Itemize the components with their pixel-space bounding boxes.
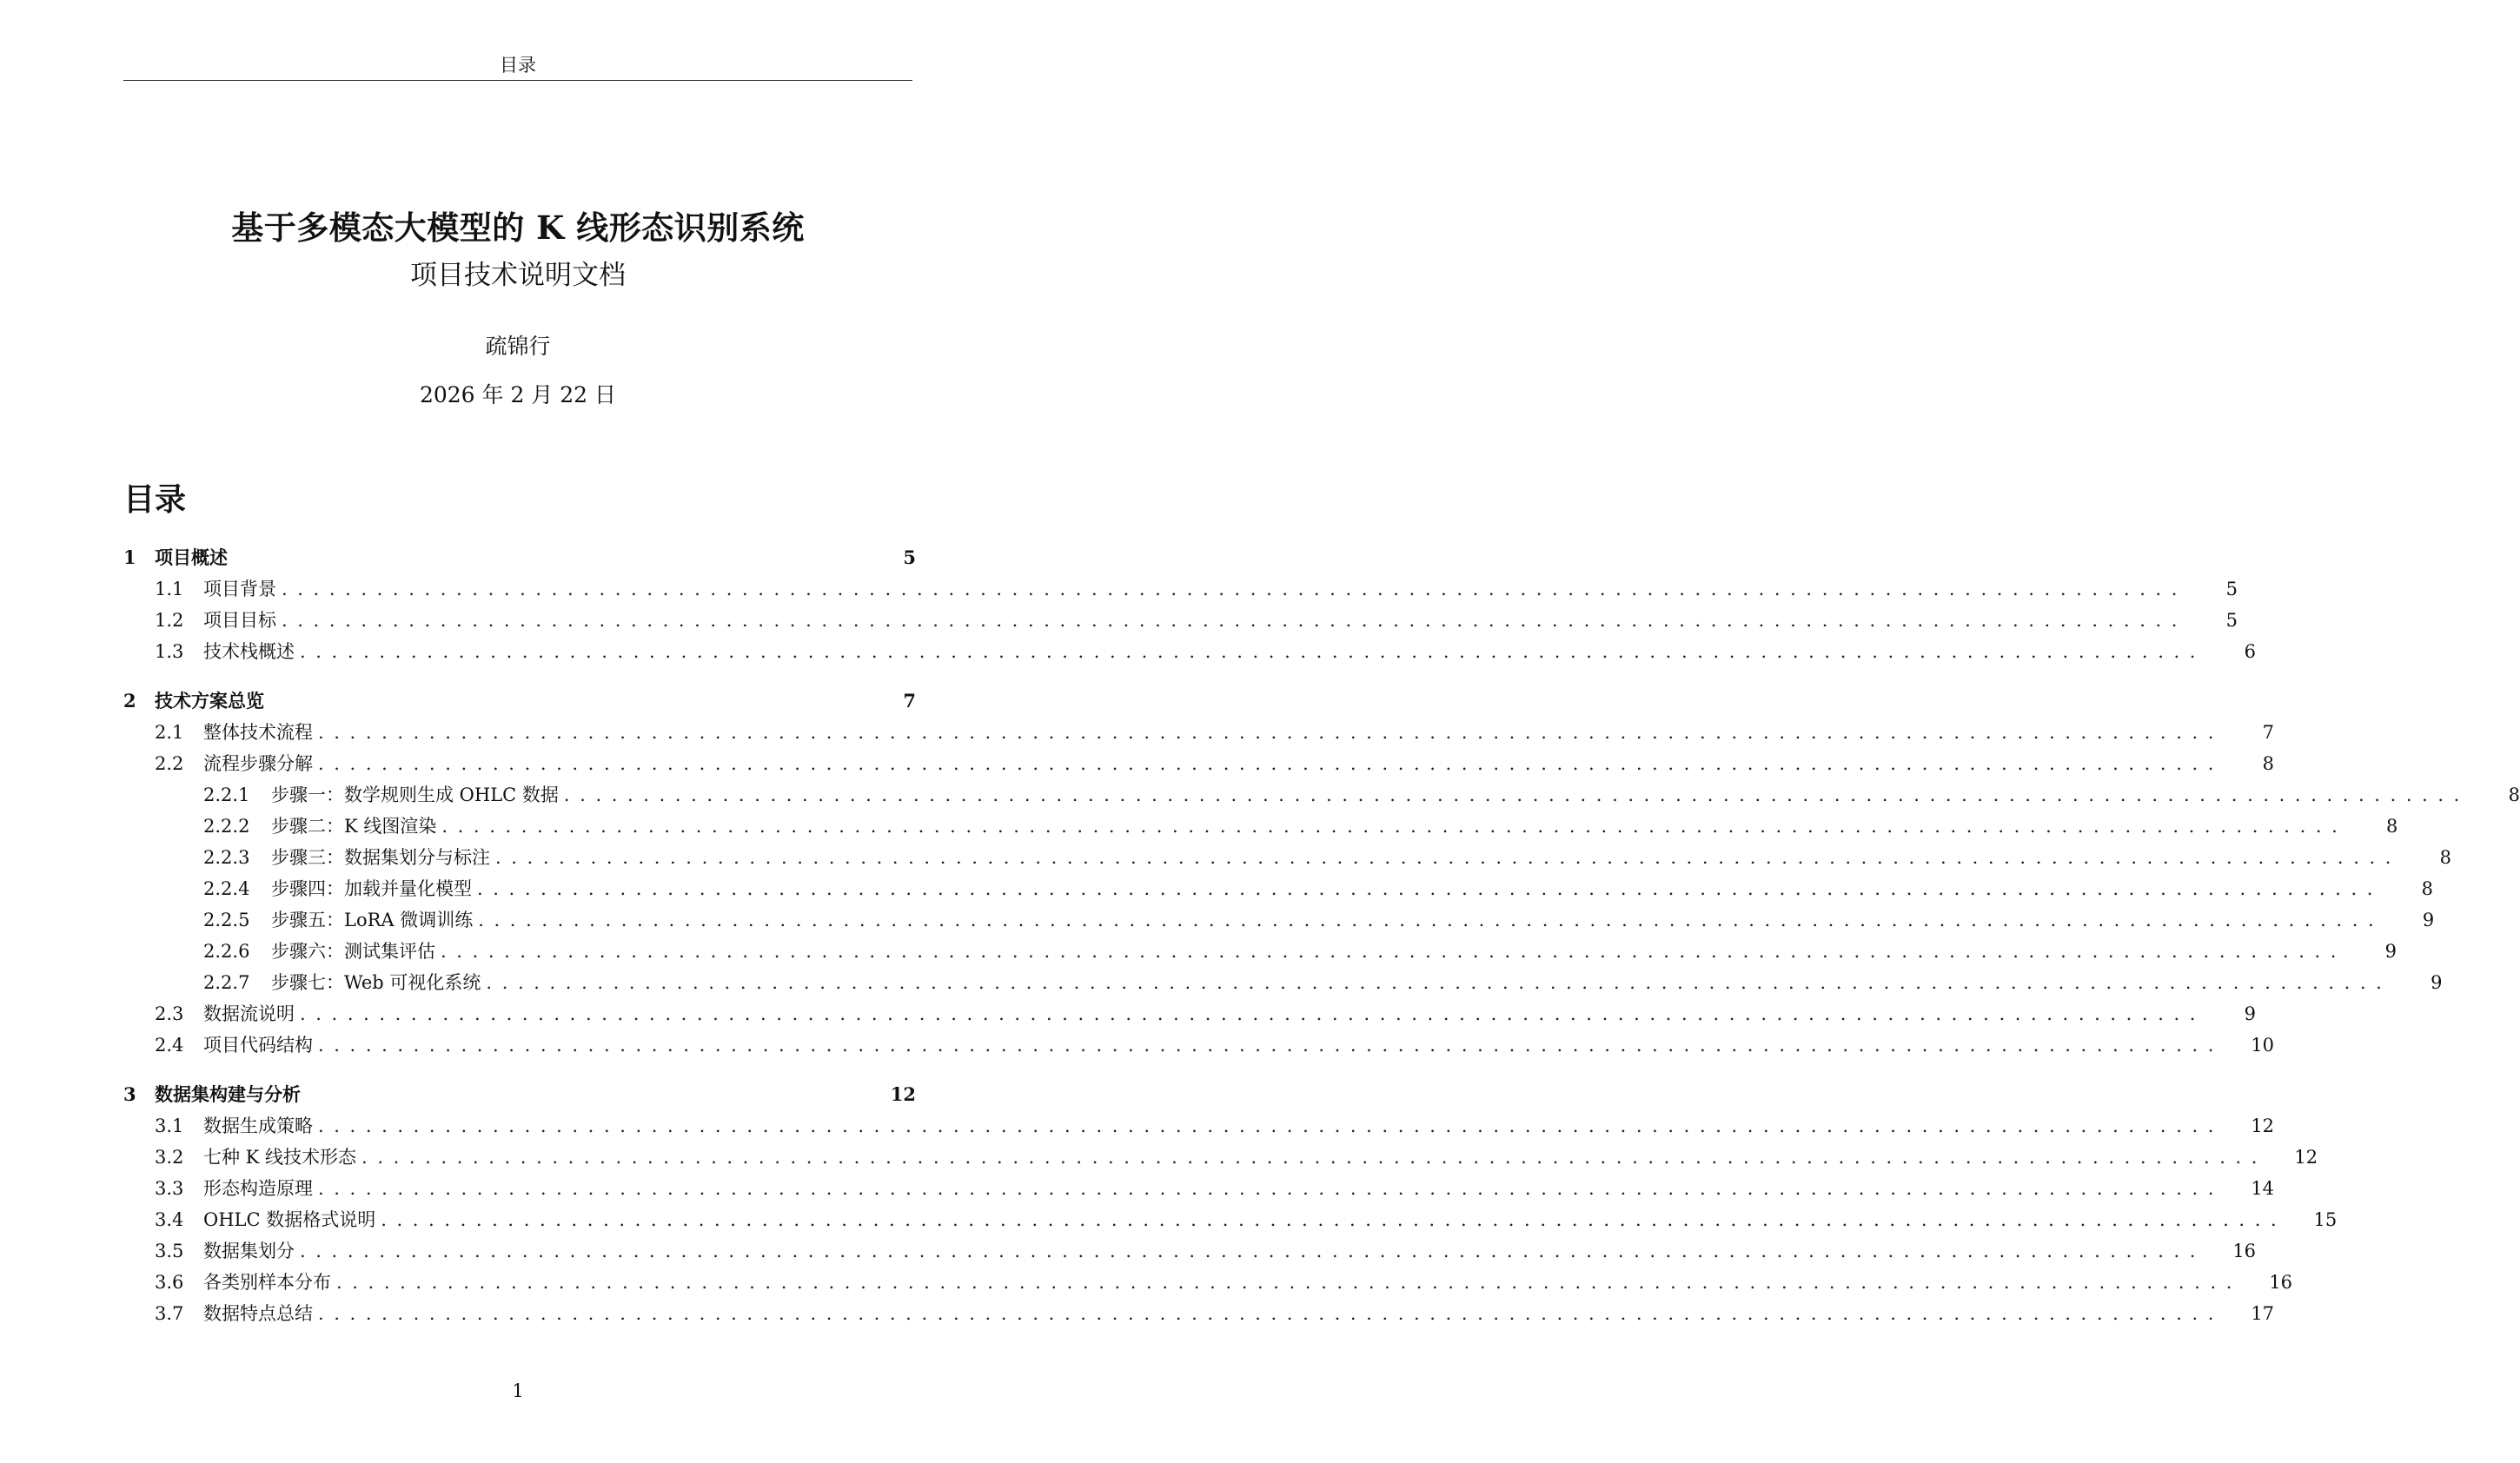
toc-entry-number: 2.2.7 <box>203 972 250 993</box>
toc-dot-leader: ........................................................................................................................ <box>318 1178 2225 1199</box>
toc-section <box>123 1079 2338 1329</box>
toc-entry-number: 3.4 <box>155 1209 184 1230</box>
toc-entry-number: 3.7 <box>155 1303 184 1324</box>
toc-dot-leader: ........................................................................................................................ <box>381 1209 2287 1230</box>
toc-entry-page: 9 <box>2384 941 2397 962</box>
toc-subsubsection-row[interactable] <box>123 967 2443 998</box>
toc-entry-number: 3 <box>123 1083 136 1105</box>
toc-subsection-row[interactable] <box>123 1204 2338 1235</box>
toc-entry-page: 15 <box>2313 1209 2338 1230</box>
toc-entry-number: 2.1 <box>155 722 184 743</box>
toc-section <box>123 542 2257 667</box>
toc-entry-page: 16 <box>2269 1272 2293 1293</box>
toc-subsection-row[interactable] <box>123 1298 2275 1329</box>
toc-entry-title: 数据集构建与分析 <box>155 1083 301 1105</box>
toc-heading: 目录 <box>123 481 187 518</box>
toc-entry-page: 8 <box>2508 784 2520 805</box>
toc-entry-page: 8 <box>2262 753 2275 774</box>
toc-entry-page: 12 <box>2251 1115 2275 1136</box>
toc-subsection-row[interactable] <box>123 717 2275 748</box>
toc-subsubsection-row[interactable] <box>123 811 2398 842</box>
toc-entry-page: 10 <box>2251 1035 2275 1056</box>
toc-entry-number: 2.3 <box>155 1003 184 1024</box>
toc-entry-title: 数据集划分 <box>203 1241 295 1261</box>
toc-entry-title: 步骤四：加载并量化模型 <box>271 878 472 899</box>
toc-entry-title: 技术栈概述 <box>203 641 295 662</box>
toc-dot-leader: ........................................................................................................................ <box>495 847 2402 868</box>
toc-dot-leader: ........................................................................................................................ <box>361 1147 2268 1168</box>
toc-entry-page: 9 <box>2430 972 2443 993</box>
toc-entry-title: 项目背景 <box>203 579 276 599</box>
toc-entry-page: 9 <box>2422 910 2435 930</box>
toc-section-row[interactable] <box>123 685 916 717</box>
toc-entry-page: 14 <box>2251 1178 2275 1199</box>
toc-entry-page: 8 <box>2439 847 2452 868</box>
toc-dot-leader: ........................................................................................................................ <box>486 972 2392 993</box>
toc-subsubsection-row[interactable] <box>123 873 2434 904</box>
toc-dot-leader: ........................................................................................................................ <box>563 784 2470 805</box>
title-block <box>123 205 912 410</box>
toc-subsubsection-row[interactable] <box>123 904 2435 936</box>
toc-entry-number: 3.6 <box>155 1272 184 1293</box>
toc-subsection-row[interactable] <box>123 1173 2275 1204</box>
toc-subsection-row[interactable] <box>123 636 2257 667</box>
toc-dot-leader: ........................................................................................................................ <box>336 1272 2243 1293</box>
toc-entry-page: 12 <box>890 1083 916 1105</box>
document-date: 2026 年 2 月 22 日 <box>419 382 617 407</box>
toc-dot-leader: ........................................................................................................................ <box>478 910 2384 930</box>
toc-subsection-row[interactable] <box>123 605 2238 636</box>
toc-subsection-row[interactable] <box>123 573 2238 605</box>
toc-section-row[interactable] <box>123 542 916 573</box>
toc-entry-title: OHLC 数据格式说明 <box>203 1209 376 1230</box>
toc-dot-leader: ........................................................................................................................ <box>300 1241 2206 1261</box>
toc-section <box>123 685 2520 1061</box>
toc-entry-title: 步骤七：Web 可视化系统 <box>271 972 481 993</box>
toc-dot-leader: ........................................................................................................................ <box>300 1003 2206 1024</box>
toc-dot-leader: ........................................................................................................................ <box>318 1035 2225 1056</box>
toc-dot-leader: ........................................................................................................................ <box>318 722 2225 743</box>
toc-entry-page: 5 <box>903 546 916 568</box>
toc-subsubsection-row[interactable] <box>123 779 2520 811</box>
toc-subsection-row[interactable] <box>123 998 2257 1029</box>
toc-entry-number: 3.1 <box>155 1115 184 1136</box>
toc-entry-title: 项目概述 <box>155 546 228 568</box>
page-number: 1 <box>512 1380 524 1401</box>
toc-entry-page: 5 <box>2225 579 2238 599</box>
toc-dot-leader: ........................................................................................................................ <box>282 610 2188 631</box>
toc-entry-page: 7 <box>2262 722 2275 743</box>
toc-entry-number: 2.2.1 <box>203 784 250 805</box>
header-rule <box>123 80 912 81</box>
document-author: 疏锦行 <box>485 334 551 359</box>
toc-entry-number: 2 <box>123 690 136 712</box>
toc-subsection-row[interactable] <box>123 1029 2275 1061</box>
toc-dot-leader: ........................................................................................................................ <box>318 753 2225 774</box>
toc-entry-number: 2.2.2 <box>203 816 250 837</box>
toc-subsection-row[interactable] <box>123 1267 2293 1298</box>
toc-entry-number: 2.2.4 <box>203 878 250 899</box>
toc-entry-title: 形态构造原理 <box>203 1178 313 1199</box>
toc-entry-number: 1.2 <box>155 610 184 631</box>
toc-entry-number: 3.3 <box>155 1178 184 1199</box>
toc-entry-number: 3.5 <box>155 1241 184 1261</box>
toc-entry-number: 1.3 <box>155 641 184 662</box>
toc-entry-title: 步骤六：测试集评估 <box>271 941 435 962</box>
toc-entry-title: 各类别样本分布 <box>203 1272 331 1293</box>
toc-dot-leader: ........................................................................................................................ <box>318 1115 2225 1136</box>
toc-entry-page: 8 <box>2386 816 2398 837</box>
toc-entry-title: 整体技术流程 <box>203 722 313 743</box>
toc-section-row[interactable] <box>123 1079 916 1110</box>
toc-entry-number: 2.4 <box>155 1035 184 1056</box>
toc-entry-title: 项目目标 <box>203 610 276 631</box>
toc-entry-number: 1.1 <box>155 579 184 599</box>
document-subtitle: 项目技术说明文档 <box>410 260 626 291</box>
toc-entry-number: 2.2.6 <box>203 941 250 962</box>
toc-dot-leader: ........................................................................................................................ <box>441 941 2347 962</box>
toc-subsection-row[interactable] <box>123 1142 2318 1173</box>
toc-entry-page: 6 <box>2244 641 2257 662</box>
toc-entry-title: 数据流说明 <box>203 1003 295 1024</box>
toc-entry-title: 项目代码结构 <box>203 1035 313 1056</box>
toc-entry-page: 17 <box>2251 1303 2275 1324</box>
toc-entry-title: 步骤一：数学规则生成 OHLC 数据 <box>271 784 559 805</box>
toc-dot-leader: ........................................................................................................................ <box>441 816 2348 837</box>
toc-entry-page: 8 <box>2421 878 2434 899</box>
toc-entry-page: 12 <box>2294 1147 2318 1168</box>
toc-dot-leader: ........................................................................................................................ <box>318 1303 2225 1324</box>
toc-entry-title: 数据特点总结 <box>203 1303 313 1324</box>
toc-entry-page: 7 <box>903 690 916 712</box>
running-head: 目录 <box>500 55 536 76</box>
toc-subsubsection-row[interactable] <box>123 842 2452 873</box>
toc-entry-page: 5 <box>2225 610 2238 631</box>
toc-subsection-row[interactable] <box>123 748 2275 779</box>
toc-dot-leader: ........................................................................................................................ <box>477 878 2384 899</box>
toc-entry-number: 2.2.5 <box>203 910 250 930</box>
toc-entry-title: 步骤五：LoRA 微调训练 <box>271 910 474 930</box>
toc-subsection-row[interactable] <box>123 1235 2257 1267</box>
toc-entry-title: 数据生成策略 <box>203 1115 313 1136</box>
toc-entry-page: 9 <box>2244 1003 2257 1024</box>
toc-entry-number: 2.2 <box>155 753 184 774</box>
toc-subsection-row[interactable] <box>123 1110 2275 1142</box>
toc-entry-number: 1 <box>123 546 136 568</box>
toc-entry-page: 16 <box>2232 1241 2257 1261</box>
table-of-contents <box>123 542 2520 1347</box>
toc-subsubsection-row[interactable] <box>123 936 2397 967</box>
toc-entry-title: 七种 K 线技术形态 <box>203 1147 357 1168</box>
toc-dot-leader: ........................................................................................................................ <box>282 579 2188 599</box>
toc-entry-number: 3.2 <box>155 1147 184 1168</box>
toc-entry-title: 流程步骤分解 <box>203 753 313 774</box>
toc-entry-title: 步骤三：数据集划分与标注 <box>271 847 490 868</box>
document-title: 基于多模态大模型的 K 线形态识别系统 <box>231 209 805 247</box>
toc-entry-number: 2.2.3 <box>203 847 250 868</box>
toc-entry-title: 步骤二：K 线图渲染 <box>271 816 437 837</box>
toc-entry-title: 技术方案总览 <box>155 690 264 712</box>
toc-dot-leader: ........................................................................................................................ <box>300 641 2206 662</box>
